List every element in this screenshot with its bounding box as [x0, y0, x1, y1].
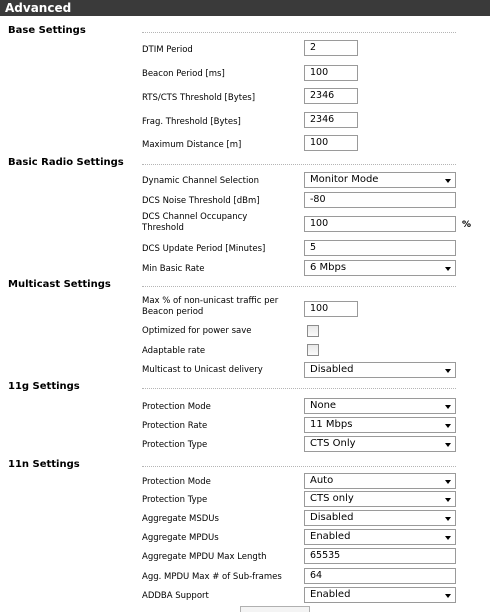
max-nonunicast-input[interactable]: 100	[304, 301, 358, 317]
chevron-down-icon	[445, 179, 451, 183]
ampdu-max-length-label: Aggregate MPDU Max Length	[142, 552, 267, 562]
chevron-down-icon	[445, 594, 451, 598]
chevron-down-icon	[445, 443, 451, 447]
dcs-noise-input[interactable]: -80	[304, 192, 456, 208]
panel-title: Advanced	[0, 0, 490, 16]
dcs-noise-label: DCS Noise Threshold [dBm]	[142, 196, 260, 206]
g-protection-rate-select[interactable]	[304, 417, 456, 433]
partially-visible-button[interactable]	[240, 606, 310, 612]
section-title-base: Base Settings	[8, 25, 86, 36]
section-divider	[142, 32, 456, 33]
chevron-down-icon	[445, 424, 451, 428]
g-protection-rate-value: 11 Mbps	[310, 419, 353, 430]
dcs-select[interactable]	[304, 172, 456, 188]
section-divider	[142, 164, 456, 165]
dcs-update-label: DCS Update Period [Minutes]	[142, 244, 266, 254]
aggregate-mpdus-select[interactable]	[304, 529, 456, 545]
min-basic-rate-label: Min Basic Rate	[142, 264, 205, 274]
power-save-label: Optimized for power save	[142, 326, 252, 336]
dtim-period-input[interactable]: 2	[304, 40, 358, 56]
addba-support-select[interactable]	[304, 587, 456, 603]
aggregate-msdus-select[interactable]	[304, 510, 456, 526]
dtim-period-label: DTIM Period	[142, 45, 193, 55]
beacon-period-input[interactable]: 100	[304, 65, 358, 81]
rts-threshold-label: RTS/CTS Threshold [Bytes]	[142, 93, 256, 103]
max-nonunicast-label-line1: Max % of non-unicast traffic per	[142, 296, 279, 306]
aggregate-msdus-label: Aggregate MSDUs	[142, 514, 219, 524]
g-protection-rate-label: Protection Rate	[142, 421, 208, 431]
dcs-update-input[interactable]: 5	[304, 240, 456, 256]
chevron-down-icon	[445, 498, 451, 502]
section-divider	[142, 286, 456, 287]
g-protection-type-label: Protection Type	[142, 440, 208, 450]
g-protection-type-value: CTS Only	[310, 438, 356, 449]
chevron-down-icon	[445, 267, 451, 271]
dcs-occupancy-label-line1: DCS Channel Occupancy	[142, 212, 248, 222]
n-protection-mode-value: Auto	[310, 475, 334, 486]
max-distance-label: Maximum Distance [m]	[142, 140, 242, 150]
aggregate-mpdus-value: Enabled	[310, 531, 351, 542]
adaptable-rate-label: Adaptable rate	[142, 346, 206, 356]
n-protection-type-select[interactable]	[304, 491, 456, 507]
power-save-checkbox[interactable]	[307, 325, 319, 337]
n-protection-type-value: CTS only	[310, 493, 354, 504]
adaptable-rate-checkbox[interactable]	[307, 344, 319, 356]
section-title-radio: Basic Radio Settings	[8, 157, 124, 168]
g-protection-mode-value: None	[310, 400, 337, 411]
dcs-occupancy-label	[142, 212, 297, 234]
section-divider	[142, 466, 456, 467]
beacon-period-label: Beacon Period [ms]	[142, 69, 225, 79]
dcs-occupancy-label-line2: Threshold	[142, 223, 184, 233]
section-title-11g: 11g Settings	[8, 381, 80, 392]
percent-unit: %	[462, 220, 472, 230]
aggregate-mpdus-label: Aggregate MPDUs	[142, 533, 219, 543]
max-distance-input[interactable]: 100	[304, 135, 358, 151]
section-title-11n: 11n Settings	[8, 459, 80, 470]
n-protection-mode-label: Protection Mode	[142, 477, 211, 487]
section-divider	[142, 388, 456, 389]
min-basic-rate-value: 6 Mbps	[310, 262, 347, 273]
dcs-select-value: Monitor Mode	[310, 174, 379, 185]
aggregate-msdus-value: Disabled	[310, 512, 354, 523]
min-basic-rate-select[interactable]	[304, 260, 456, 276]
chevron-down-icon	[445, 517, 451, 521]
addba-support-value: Enabled	[310, 589, 351, 600]
dcs-label: Dynamic Channel Selection	[142, 176, 259, 186]
rts-threshold-input[interactable]: 2346	[304, 88, 358, 104]
multicast-to-unicast-select[interactable]	[304, 362, 456, 378]
ampdu-subframes-input[interactable]: 64	[304, 568, 456, 584]
multicast-to-unicast-label: Multicast to Unicast delivery	[142, 365, 263, 375]
g-protection-type-select[interactable]	[304, 436, 456, 452]
chevron-down-icon	[445, 369, 451, 373]
g-protection-mode-label: Protection Mode	[142, 402, 211, 412]
max-nonunicast-label-line2: Beacon period	[142, 307, 204, 317]
dcs-occupancy-input[interactable]: 100	[304, 216, 456, 232]
n-protection-mode-select[interactable]	[304, 473, 456, 489]
max-nonunicast-label	[142, 296, 297, 318]
frag-threshold-label: Frag. Threshold [Bytes]	[142, 117, 241, 127]
n-protection-type-label: Protection Type	[142, 495, 208, 505]
multicast-to-unicast-value: Disabled	[310, 364, 354, 375]
chevron-down-icon	[445, 405, 451, 409]
chevron-down-icon	[445, 536, 451, 540]
section-title-multicast: Multicast Settings	[8, 279, 111, 290]
ampdu-subframes-label: Agg. MPDU Max # of Sub-frames	[142, 572, 282, 582]
addba-support-label: ADDBA Support	[142, 591, 209, 601]
ampdu-max-length-input[interactable]: 65535	[304, 548, 456, 564]
frag-threshold-input[interactable]: 2346	[304, 112, 358, 128]
g-protection-mode-select[interactable]	[304, 398, 456, 414]
chevron-down-icon	[445, 480, 451, 484]
